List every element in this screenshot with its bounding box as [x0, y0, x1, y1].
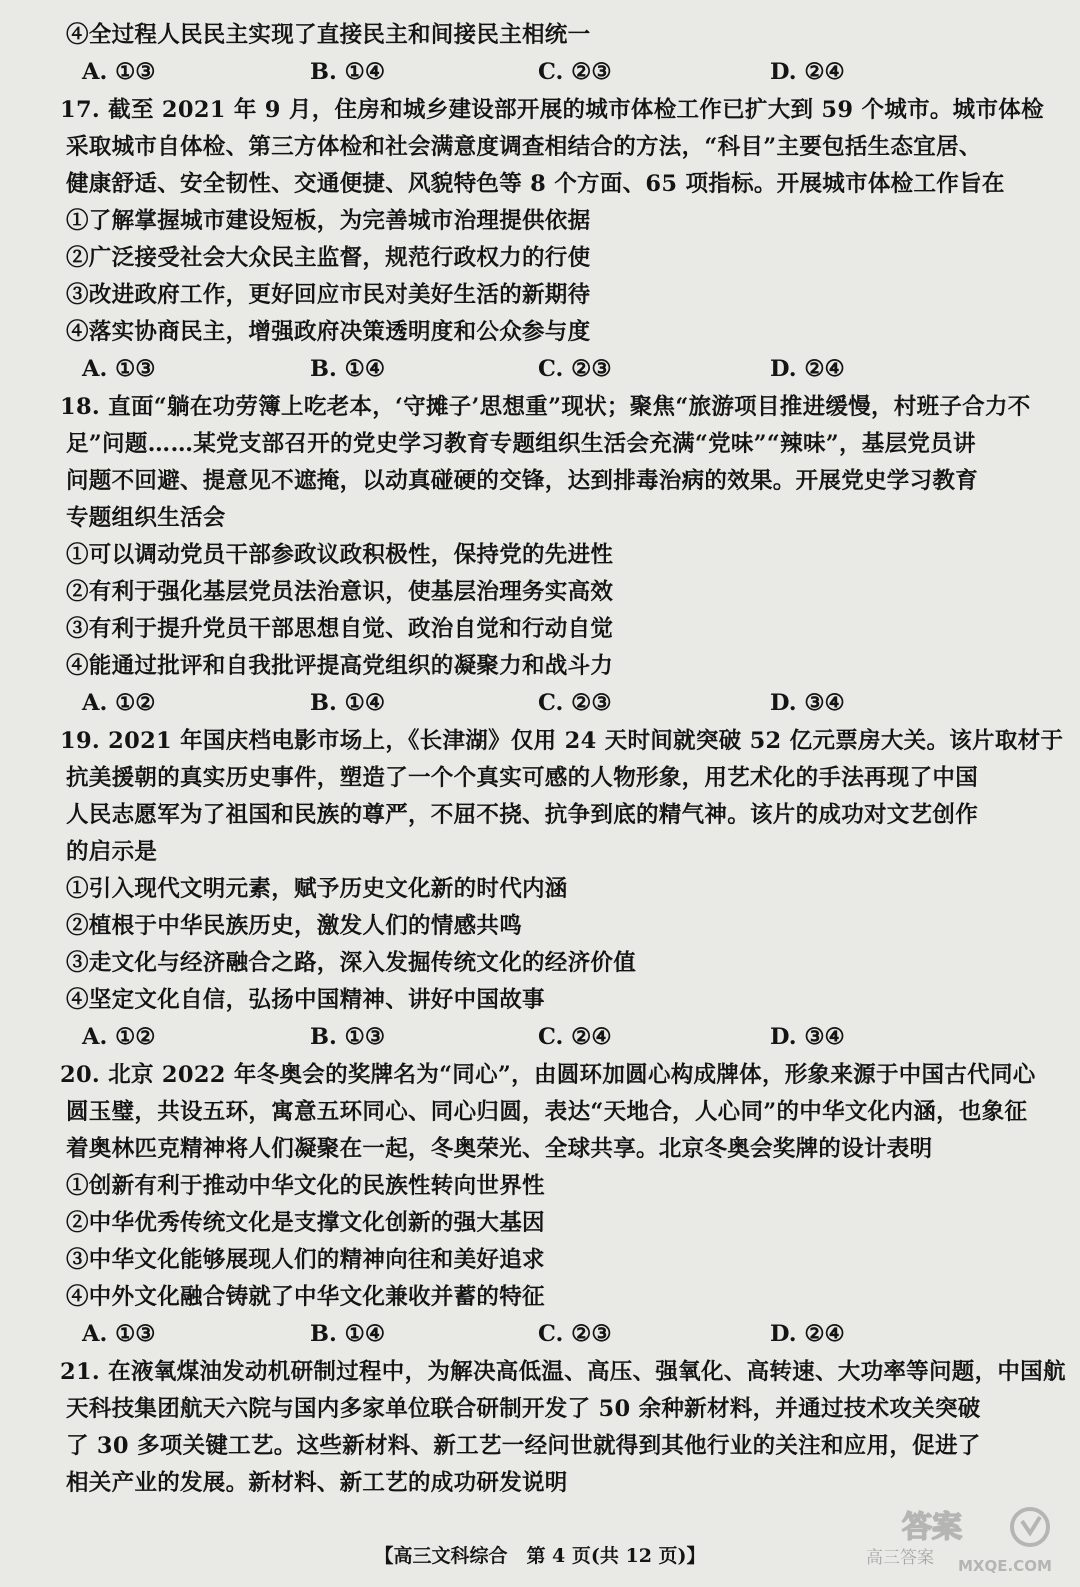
watermark-logo — [862, 1501, 1062, 1577]
question-stem-line: 专题组织生活会 — [66, 505, 226, 531]
option-c: C. ②③ — [538, 356, 612, 382]
option-b: B. ①④ — [310, 59, 386, 85]
question-stem-line: 抗美援朝的真实历史事件，塑造了一个个真实可感的人物形象，用艺术化的手法再现了中国 — [66, 765, 979, 791]
statement-2: ②广泛接受社会大众民主监督，规范行政权力的行使 — [66, 245, 591, 271]
option-b: B. ①③ — [310, 1024, 386, 1050]
statement-4: ④坚定文化自信，弘扬中国精神、讲好中国故事 — [66, 987, 545, 1013]
option-a: A. ①③ — [82, 1321, 156, 1347]
option-c: C. ②③ — [538, 690, 612, 716]
watermark-check-icon — [1022, 1517, 1040, 1533]
option-d: D. ③④ — [770, 1024, 845, 1050]
statement-1: ①可以调动党员干部参政议政积极性，保持党的先进性 — [66, 542, 614, 568]
option-c: C. ②③ — [538, 59, 612, 85]
statement-3: ③有利于提升党员干部思想自觉、政治自觉和行动自觉 — [66, 616, 614, 642]
question-stem-line: 18. 直面“躺在功劳簿上吃老本，‘守摊子’思想重”现状；聚焦“旅游项目推进缓慢，村班子合力不 — [60, 394, 1031, 420]
answer-options — [82, 688, 982, 718]
option-a: A. ①② — [82, 1024, 156, 1050]
watermark-side-text: 高三答案 — [866, 1548, 934, 1568]
q16-options — [82, 57, 982, 87]
option-b: B. ①④ — [310, 690, 386, 716]
q16-statement-4: ④全过程人民民主实现了直接民主和间接民主相统一 — [66, 22, 591, 48]
watermark-title: 答案 — [902, 1510, 962, 1545]
question-stem-line: 着奥林匹克精神将人们凝聚在一起，冬奥荣光、全球共享。北京冬奥会奖牌的设计表明 — [66, 1136, 933, 1162]
option-a: A. ①② — [82, 690, 156, 716]
question-stem-line: 足”问题……某党支部召开的党史学习教育专题组织生活会充满“党味”“辣味”，基层党员讲 — [66, 431, 976, 457]
question-stem-line: 19. 2021 年国庆档电影市场上，《长津湖》仅用 24 天时间就突破 52 亿元票房大关。该片取材于 — [60, 728, 1064, 754]
watermark-ring-icon — [1012, 1509, 1048, 1545]
question-stem-line: 21. 在液氧煤油发动机研制过程中，为解决高低温、高压、强氧化、高转速、大功率等问题，中国航 — [60, 1359, 1066, 1385]
option-b: B. ①④ — [310, 356, 386, 382]
question-stem-line: 采取城市自体检、第三方体检和社会满意度调查相结合的方法，“科目”主要包括生态宜居、 — [66, 134, 982, 160]
question-stem-line: 天科技集团航天六院与国内多家单位联合研制开发了 50 余种新材料，并通过技术攻关突破 — [66, 1396, 981, 1422]
page-footer: 【高三文科综合 第 4 页(共 12 页)】 — [374, 1545, 706, 1567]
question-stem-line: 相关产业的发展。新材料、新工艺的成功研发说明 — [66, 1470, 568, 1496]
watermark-url: MXQE.COM — [958, 1557, 1052, 1575]
statement-4: ④能通过批评和自我批评提高党组织的凝聚力和战斗力 — [66, 653, 614, 679]
question-stem-line: 人民志愿军为了祖国和民族的尊严，不屈不挠、抗争到底的精气神。该片的成功对文艺创作 — [66, 802, 979, 828]
option-c: C. ②③ — [538, 1321, 612, 1347]
question-stem-line: 问题不回避、提意见不遮掩，以动真碰硬的交锋，达到排毒治病的效果。开展党史学习教育 — [66, 468, 979, 494]
statement-2: ②植根于中华民族历史，激发人们的情感共鸣 — [66, 913, 523, 939]
statement-1: ①引入现代文明元素，赋予历史文化新的时代内涵 — [66, 876, 568, 902]
question-stem-line: 17. 截至 2021 年 9 月，住房和城乡建设部开展的城市体检工作已扩大到 59 个城市。城市体检 — [60, 97, 1044, 123]
question-stem-line: 20. 北京 2022 年冬奥会的奖牌名为“同心”，由圆环加圆心构成牌体，形象来源于中国古代同心 — [60, 1062, 1036, 1088]
statement-3: ③中华文化能够展现人们的精神向往和美好追求 — [66, 1247, 545, 1273]
question-stem-line: 圆玉璧，共设五环，寓意五环同心、同心归圆，表达“天地合，人心同”的中华文化内涵，也象征 — [66, 1099, 1028, 1125]
option-a: A. ①③ — [82, 59, 156, 85]
statement-3: ③走文化与经济融合之路，深入发掘传统文化的经济价值 — [66, 950, 637, 976]
option-d: D. ②④ — [770, 59, 845, 85]
option-d: D. ③④ — [770, 690, 845, 716]
option-c: C. ②④ — [538, 1024, 612, 1050]
statement-4: ④中外文化融合铸就了中华文化兼收并蓄的特征 — [66, 1284, 545, 1310]
answer-options — [82, 1319, 982, 1349]
answer-options — [82, 1022, 982, 1052]
option-b: B. ①④ — [310, 1321, 386, 1347]
option-d: D. ②④ — [770, 1321, 845, 1347]
statement-1: ①创新有利于推动中华文化的民族性转向世界性 — [66, 1173, 545, 1199]
option-a: A. ①③ — [82, 356, 156, 382]
statement-2: ②中华优秀传统文化是支撑文化创新的强大基因 — [66, 1210, 545, 1236]
statement-3: ③改进政府工作，更好回应市民对美好生活的新期待 — [66, 282, 591, 308]
statement-1: ①了解掌握城市建设短板，为完善城市治理提供依据 — [66, 208, 591, 234]
answer-options — [82, 354, 982, 384]
option-d: D. ②④ — [770, 356, 845, 382]
statement-4: ④落实协商民主，增强政府决策透明度和公众参与度 — [66, 319, 591, 345]
statement-2: ②有利于强化基层党员法治意识，使基层治理务实高效 — [66, 579, 614, 605]
question-stem-line: 了 30 多项关键工艺。这些新材料、新工艺一经问世就得到其他行业的关注和应用，促进了 — [66, 1433, 981, 1459]
question-stem-line: 健康舒适、安全韧性、交通便捷、风貌特色等 8 个方面、65 项指标。开展城市体检工作旨在 — [66, 171, 1005, 197]
question-stem-line: 的启示是 — [66, 839, 158, 865]
